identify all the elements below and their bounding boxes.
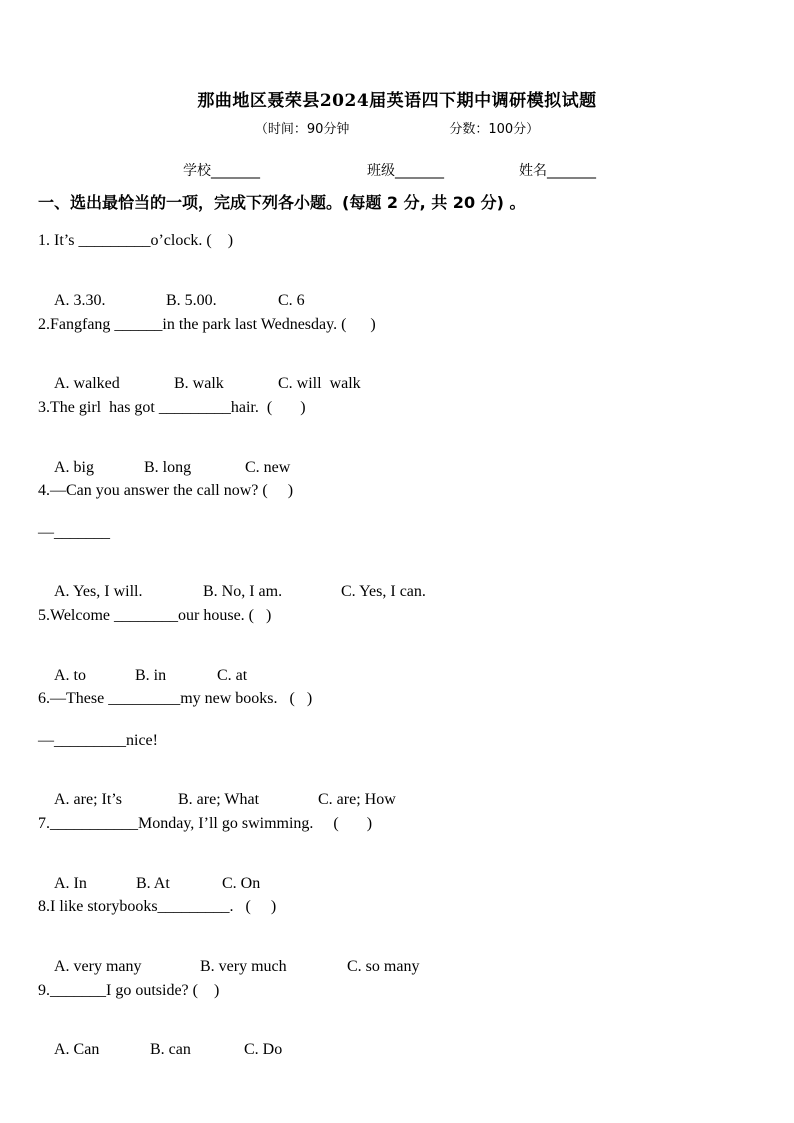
question-4: 4.—Can you answer the call now? ( ): [38, 482, 294, 499]
option-c: C. On: [222, 875, 261, 892]
option-a: A. to: [54, 667, 86, 684]
option-c: C. at: [217, 667, 248, 684]
option-b: B. 5.00.: [166, 292, 217, 309]
exam-subtitle: [0, 118, 794, 137]
question-8: 8.I like storybooks_________. ( ): [38, 898, 277, 915]
question-1: 1. It’s _________o’clock. ( ): [38, 232, 234, 249]
option-b: B. can: [150, 1041, 191, 1058]
option-c: C. so many: [347, 958, 420, 975]
option-c: C. Yes, I can.: [341, 583, 426, 600]
reply-6: —_________nice!: [38, 732, 158, 749]
options-9: [38, 1023, 282, 1077]
option-c: C. will walk: [278, 375, 361, 392]
option-a: A. Can: [54, 1041, 100, 1058]
option-b: B. No, I am.: [203, 583, 283, 600]
question-3: 3.The girl has got _________hair. ( ): [38, 399, 306, 416]
option-a: A. are; It’s: [54, 791, 122, 808]
question-7: 7.___________Monday, I’ll go swimming. ( ): [38, 815, 373, 832]
class-field: 班级_______: [367, 163, 444, 179]
option-a: A. big: [54, 459, 94, 476]
exam-score: 分数：100分）: [449, 122, 540, 137]
option-b: B. are; What: [178, 791, 260, 808]
school-field: 学校_______: [183, 163, 260, 179]
option-a: A. In: [54, 875, 87, 892]
question-5: 5.Welcome ________our house. ( ): [38, 607, 272, 624]
reply-4: —_______: [38, 524, 110, 541]
exam-time: （时间：90分钟: [254, 122, 350, 137]
section-heading: 一、选出最恰当的一项，完成下列各小题。(每题 2 分, 共 20 分) 。: [38, 193, 526, 212]
option-b: B. long: [144, 459, 192, 476]
option-b: B. in: [135, 667, 167, 684]
option-b: B. walk: [174, 375, 224, 392]
question-6: 6.—These _________my new books. ( ): [38, 690, 313, 707]
question-9: 9._______I go outside? ( ): [38, 982, 220, 999]
option-c: C. 6: [278, 292, 305, 309]
option-c: C. new: [245, 459, 291, 476]
option-a: A. Yes, I will.: [54, 583, 143, 600]
option-c: C. Do: [244, 1041, 283, 1058]
option-a: A. walked: [54, 375, 120, 392]
question-2: 2.Fangfang ______in the park last Wednesday. ( ): [38, 316, 376, 333]
option-c: C. are; How: [318, 791, 396, 808]
option-b: B. very much: [200, 958, 287, 975]
page-title: 那曲地区聂荣县2024届英语四下期中调研模拟试题: [197, 91, 597, 111]
option-b: B. At: [136, 875, 170, 892]
name-field: 姓名_______: [519, 163, 596, 179]
option-a: A. very many: [54, 958, 142, 975]
option-a: A. 3.30.: [54, 292, 106, 309]
